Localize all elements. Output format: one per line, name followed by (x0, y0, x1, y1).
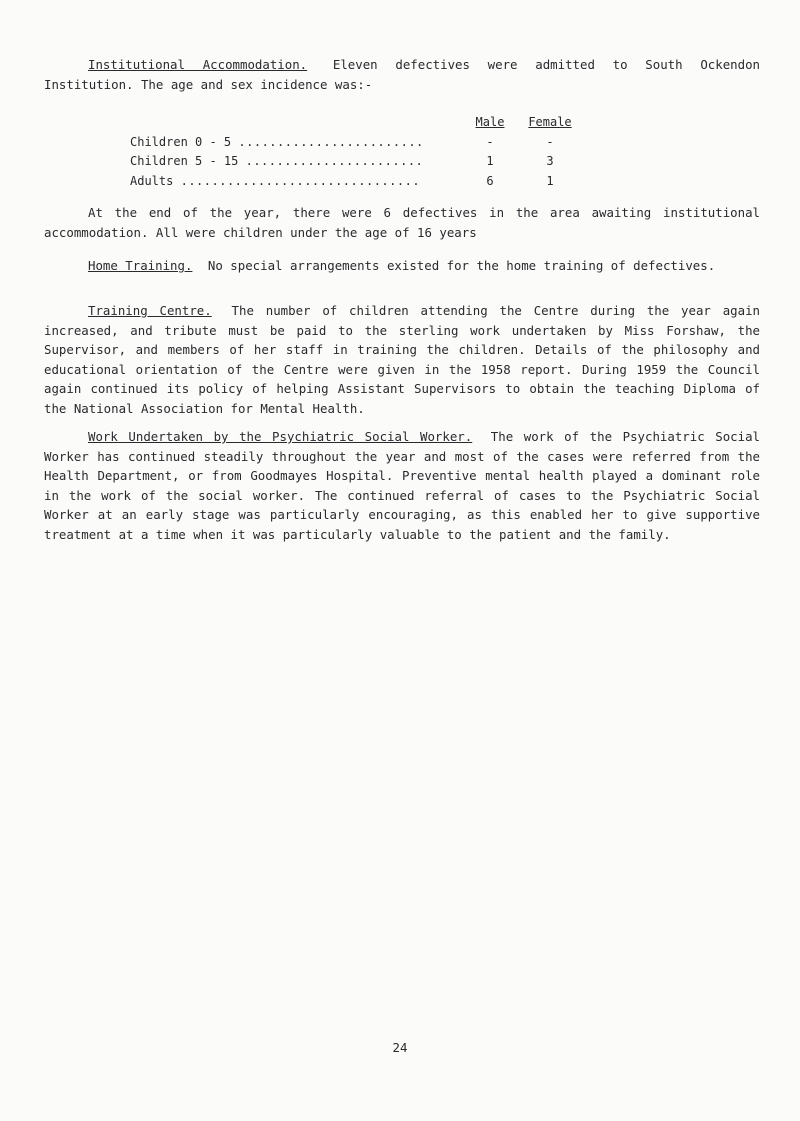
training-centre-paragraph (44, 301, 760, 418)
female-value: 3 (546, 154, 554, 168)
male-value: - (486, 134, 494, 149)
psychiatric-heading: Work Undertaken by the Psychiatric Social Worker. (88, 429, 473, 444)
institutional-heading: Institutional Accommodation. (88, 57, 308, 72)
female-value: 1 (546, 173, 554, 188)
table-row: Children 5 - 15 ....................... 1 3 (130, 152, 580, 172)
col-male-header: Male (475, 115, 505, 129)
home-training-text: No special arrangements existed for the home training of defectives. (207, 258, 716, 273)
table-row: Adults ............................... 6 1 (130, 172, 580, 192)
col-female-header: Female (528, 115, 572, 129)
row-label: Children 5 - 15 (130, 154, 239, 168)
training-centre-text: The number of children attending the Centre during the year again increased, and tribute must be paid to the sterling work undertaken by Miss Forshaw, the Supervisor, and members of her staff in training the children. Details of the philosophy and educational orientation of the Centre were given in the 1958 report. During 1959 the Council again continued its policy of helping Assistant Supervisors to obtain the teaching Diploma of the National Association for Mental Health. (44, 303, 761, 416)
row-label: Children 0 - 5 (130, 134, 232, 149)
row-label: Adults (130, 173, 174, 188)
female-value: - (546, 134, 554, 149)
psychiatric-text: The work of the Psychiatric Social Worker has continued steadily throughout the year and most of the cases were referred from the Health Department, or from Goodmayes Hospital. Preventive mental health played a dominant role in the work of the social worker. The continued referral of cases to the Psychiatric Social Worker at an early stage was particularly encouraging, as this enabled her to give supportive treatment at a time when it was particularly valuable to the patient and the family. (44, 429, 760, 542)
male-value: 1 (486, 154, 494, 168)
awaiting-paragraph (44, 203, 760, 242)
table-row: Children 0 - 5 ........................ - - (130, 133, 580, 153)
psychiatric-paragraph (44, 427, 760, 544)
table-header-row (130, 113, 580, 133)
awaiting-text: At the end of the year, there were 6 defectives in the area awaiting institutional accommodation. All were children under the age of 16 years (44, 205, 760, 240)
training-centre-heading: Training Centre. (88, 303, 212, 318)
page-number: 24 (392, 1040, 408, 1055)
home-training-heading: Home Training. (88, 258, 193, 273)
institutional-paragraph (44, 55, 760, 94)
institutional-text: Eleven defectives were admitted to South Ockendon Institution. The age and sex incidence was:- (44, 57, 760, 92)
male-value: 6 (486, 173, 494, 188)
home-training-paragraph (44, 256, 760, 276)
incidence-table (130, 113, 580, 191)
